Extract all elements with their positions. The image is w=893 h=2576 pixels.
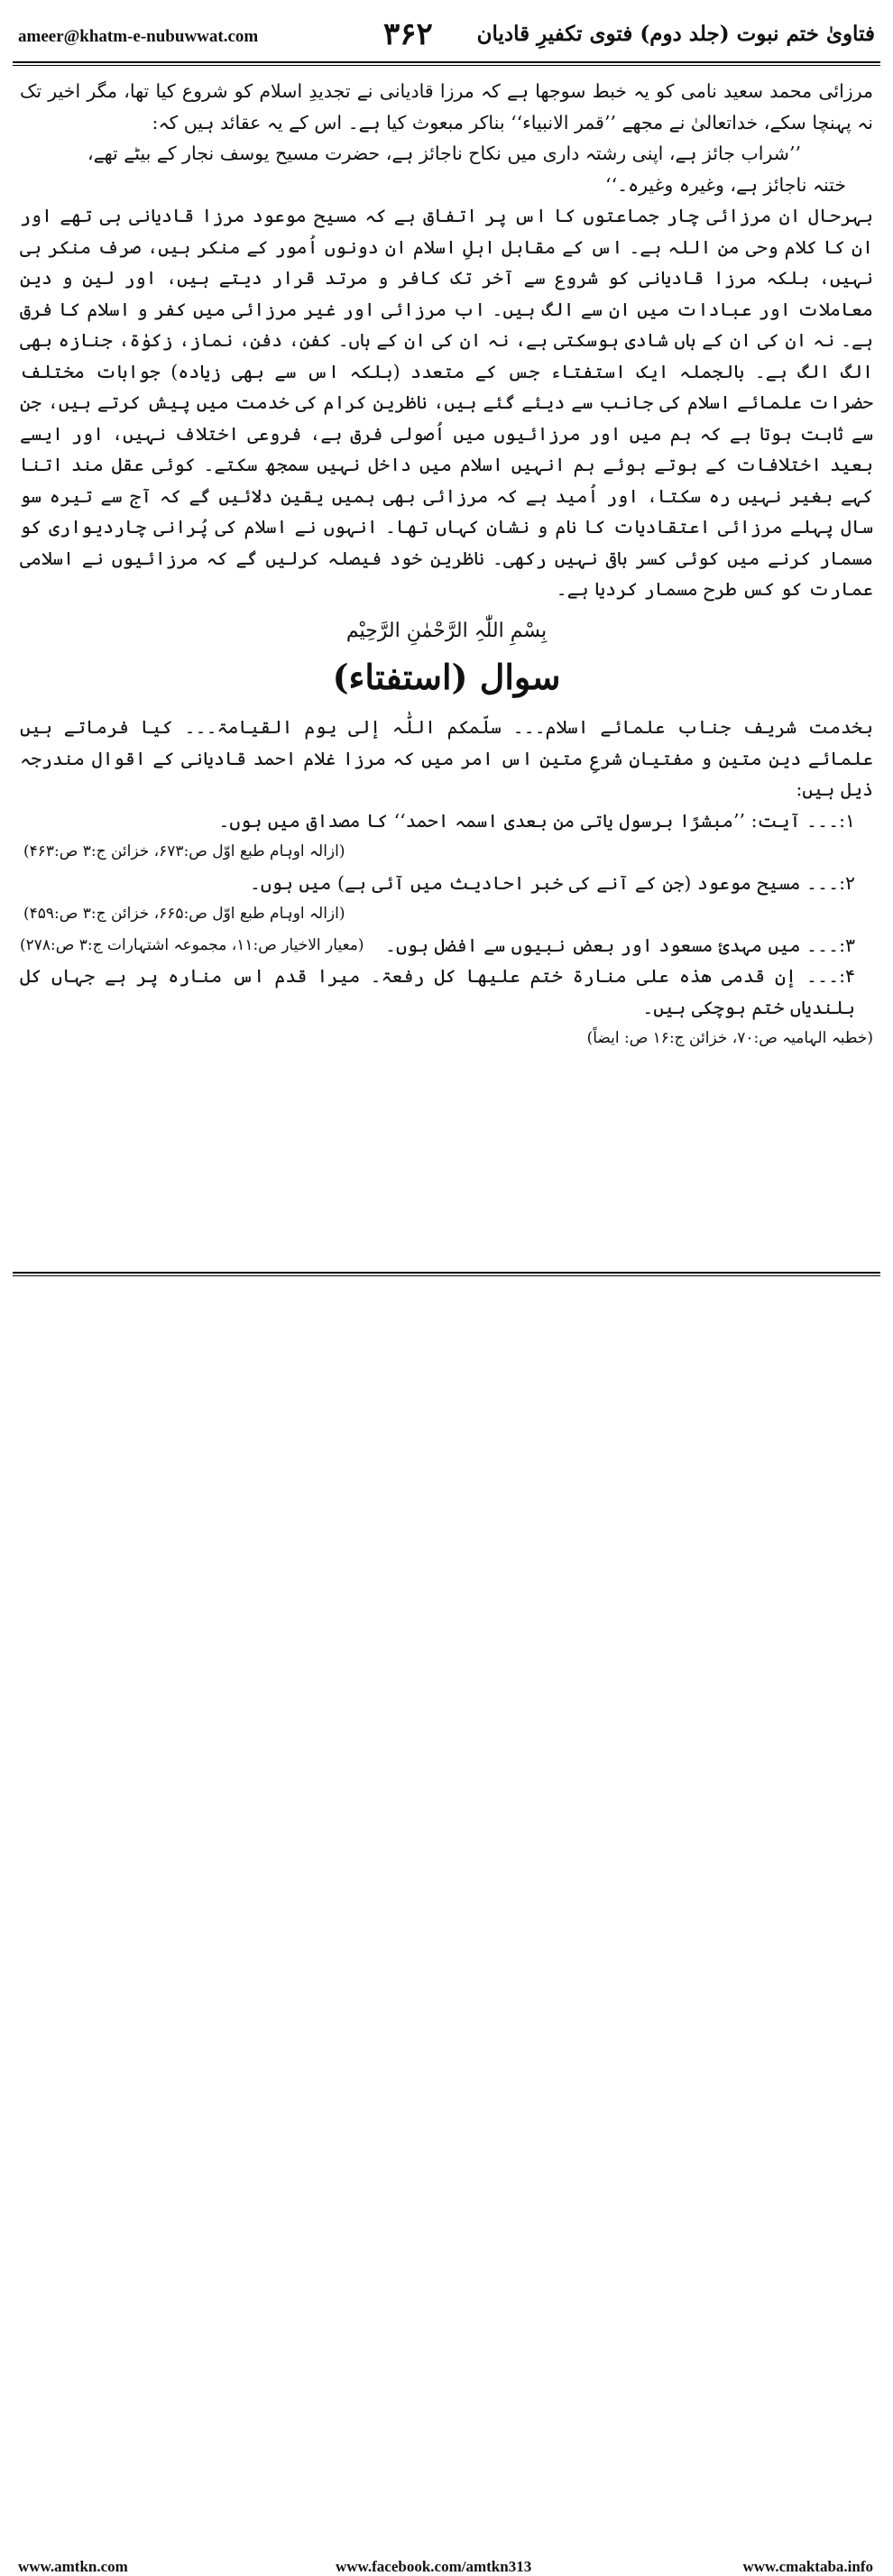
book-title: فتاویٰ ختم نبوت (جلد دوم) فتوی تکفیرِ قادیان xyxy=(476,22,875,46)
header-email: ameer@khatm-e-nubuwwat.com xyxy=(18,27,259,46)
quote-line-1: ’’شراب جائز ہے، اپنی رشتہ داری میں نکاح ناجائز ہے، حضرت مسیح یوسف نجار کے بیٹے تھے، xyxy=(87,143,801,164)
page-body xyxy=(20,76,873,1054)
list-item-text: ۳:۔۔۔ میں مہدیٔ مسعود اور بعض نبیوں سے افضل ہوں۔ xyxy=(384,934,855,956)
bismillah: بِسْمِ اللّٰہِ الرَّحْمٰنِ الرَّحِیْم xyxy=(345,619,548,642)
list-item xyxy=(20,930,873,961)
page-header xyxy=(0,0,893,63)
quote-line-2: ختنہ ناجائز ہے، وغیرہ وغیرہ۔‘‘ xyxy=(605,173,846,196)
paragraph-question: بخدمت شریف جناب علمائے اسلام۔۔۔ سلّمکم اللّٰہ إلی یوم القیامۃ۔۔۔ کیا فرماتے ہیں علمائے دینِ متین و مفتیانِ شرعِ متین اس امر میں کہ مرزا غلام احمد قادیانی کے اقوال مندرجہ ذیل ہیں: xyxy=(20,716,873,800)
reference: (معیار الاخیار ص:۱۱، مجموعہ اشتہارات ج:۳ ص:۲۷۸) xyxy=(20,935,364,954)
footer-link-amtkn[interactable]: www.amtkn.com xyxy=(18,2558,128,2575)
reference: (خطبہ الہامیہ ص:۷۰، خزائن ج:۱۶ ص: ایضاً) xyxy=(586,1029,873,1047)
list-item: ۴:۔۔۔ إن قدمی ھذہ علی منارۃ ختم علیھا کل رفعۃ۔ میرا قدم اس منارہ پر ہے جہاں کل بلندیاں ختم ہوچکی ہیں۔ xyxy=(20,965,855,1018)
section-heading: سوال (استفتاء) xyxy=(332,657,561,697)
list-item: ۲:۔۔۔ مسیح موعود (جن کے آنے کی خبر احادیث میں آئی ہے) میں ہوں۔ xyxy=(249,871,855,894)
page-footer xyxy=(0,1272,893,2575)
footer-link-facebook[interactable]: www.facebook.com/amtkn313 xyxy=(336,2558,532,2575)
reference: (ازالہ اوہام طبع اوّل ص:۶۷۳، خزائن ج:۳ ص:۴۶۳) xyxy=(23,842,345,860)
list-item: ۱:۔۔۔ آیت: ’’مبشرًا برسول یاتی من بعدی اسمہ احمد‘‘ کا مصداق میں ہوں۔ xyxy=(218,809,855,832)
header-rule xyxy=(13,61,880,66)
page-number: ۳۶۲ xyxy=(383,16,433,52)
paragraph-intro: مرزائی محمد سعید نامی کو یہ خبط سوجھا ہے کہ مرزا قادیانی نے تجدیدِ اسلام کو شروع کیا تھا، مگر اخیر تک نہ پہنچا سکے، خداتعالیٰ نے مجھے ’’قمر الانبیاء‘‘ بناکر مبعوث کیا ہے۔ اس کے یہ عقائد ہیں کہ: xyxy=(20,80,873,133)
footer-link-cmaktaba[interactable]: www.cmaktaba.info xyxy=(742,2558,873,2575)
paragraph-main: بہرحال ان مرزائی چار جماعتوں کا اس پر اتفاق ہے کہ مسیح موعود مرزا قادیانی ہی تھے اور ان کا کلام وحی من اللہ ہے۔ اس کے مقابل اہلِ اسلام ان دونوں اُمور کے منکر ہیں، صرف منکر ہی نہیں، بلکہ مرزا قادیانی کو شروع سے آخر تک کافر و مرتد قرار دیتے ہیں، اور لین و دین معاملات اور عبادات میں ان سے الگ ہیں۔ اب مرزائی اور غیر مرزائی میں کفر و اسلام کا فرق ہے۔ نہ ان کی ان کے ہاں شادی ہوسکتی ہے، نہ ان کی ان کے ہاں۔ کفن، دفن، نماز، زکوٰۃ، جنازہ بھی الگ الگ ہے۔ بالجملہ ایک استفتاء جس کے متعدد (بلکہ اس سے بھی زیادہ) جوابات مختلف حضرات علمائے اسلام کی جانب سے دیئے گئے ہیں، ناظرین کرام کی خدمت میں پیش کرتے ہیں، جن سے ثابت ہوتا ہے کہ ہم میں اور مرزائیوں میں اُصولی فرق ہے، فروعی اختلاف نہیں، اور ایسے بعید اختلافات کے ہوتے ہوئے ہم انہیں اسلام میں داخل نہیں سمجھ سکتے۔ کوئی عقل مند اتنا کہے بغیر نہیں رہ سکتا، اور اُمید ہے کہ مرزائی بھی ہمیں یقین دلائیں گے کہ آج سے تیرہ سو سال پہلے مرزائی اعتقادیات کا نام و نشان کہاں تھا۔ انہوں نے اسلام کی پُرانی چاردیواری کو مسمار کرنے میں کوئی کسر باقی نہیں رکھی۔ ناظرین خود فیصلہ کرلیں گے کہ مرزائیوں نے اسلامی عمارت کو کس طرح مسمار کردیا ہے۔ xyxy=(20,205,873,600)
reference: (ازالہ اوہام طبع اوّل ص:۶۶۵، خزائن ج:۳ ص:۴۵۹) xyxy=(23,905,345,923)
